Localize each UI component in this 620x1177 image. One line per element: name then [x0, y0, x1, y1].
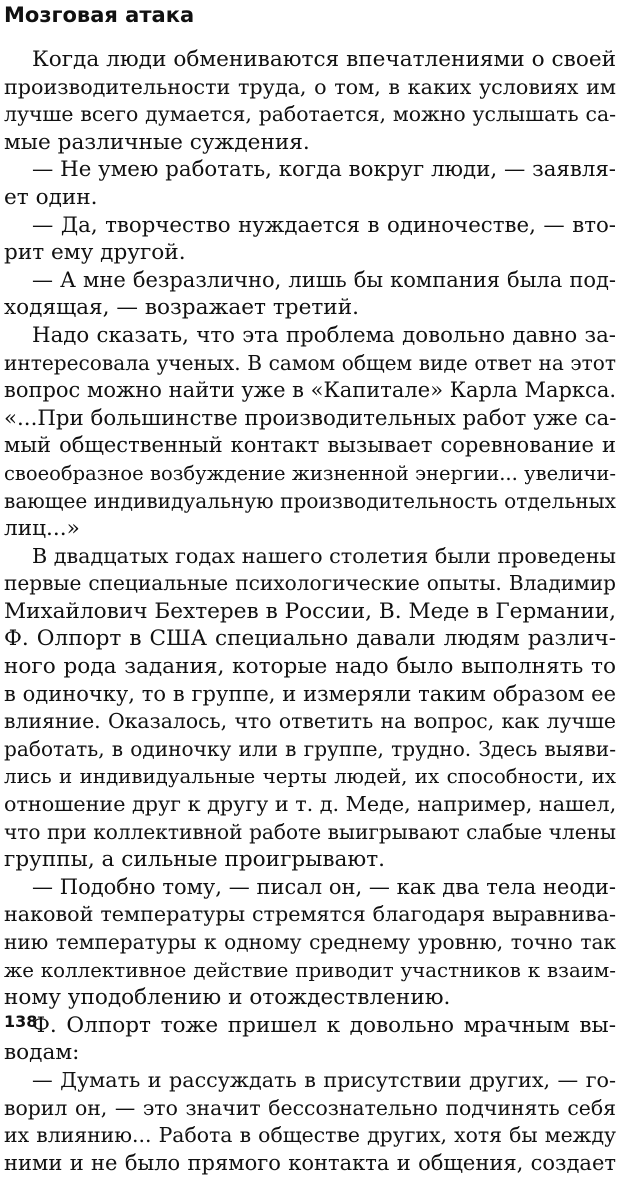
text-line: отношение друг к другу и т. д. Меде, например, нашел, — [4, 792, 616, 817]
text-line: первые специальные психологические опыты. Владимир — [4, 571, 616, 596]
text-line: в одиночку, то в группе, и измеряли таким образом ее — [4, 681, 616, 706]
text-line: наковой температуры стремятся благодаря выравнива- — [4, 902, 616, 927]
text-line: Надо сказать, что эта проблема довольно давно за- — [32, 322, 616, 348]
body-text — [4, 46, 616, 1177]
text-line: мый общественный контакт вызывает соревнование и — [4, 433, 616, 458]
text-line: Михайлович Бехтерев в России, В. Меде в Германии, — [4, 598, 616, 624]
text-line: производительности труда, о том, в каких условиях им — [4, 74, 616, 99]
text-line: — Думать и рассуждать в присутствии других, — го- — [32, 1067, 616, 1092]
text-line: Ф. Олпорт в США специально давали людям различ- — [4, 626, 616, 652]
text-line: интересовала ученых. В самом общем виде ответ на этот — [4, 350, 616, 375]
text-line: ному уподоблению и отождествлению. — [4, 985, 451, 1011]
text-line: же коллективное действие приводит участников к взаим- — [4, 958, 616, 982]
text-line: работать, в одиночку или в группе, трудно. Здесь выяви- — [4, 736, 616, 761]
text-line: — А мне безразлично, лишь бы компания была под- — [32, 267, 616, 292]
text-line: своеобразное возбуждение жизненной энергии... увеличи- — [4, 461, 616, 485]
text-line: мые различные суждения. — [4, 129, 310, 155]
text-line: «...При большинстве производительных работ уже са- — [4, 405, 616, 431]
text-line: — Не умею работать, когда вокруг люди, — заявля- — [32, 157, 616, 183]
text-line: их влиянию... Работа в обществе других, хотя бы между — [4, 1123, 616, 1148]
text-line: лучше всего думается, работается, можно услышать са- — [4, 102, 616, 127]
text-line: Ф. Олпорт тоже пришел к довольно мрачным вы- — [32, 1012, 616, 1038]
text-line: лиц...» — [4, 516, 80, 542]
text-line: влияние. Оказалось, что ответить на вопрос, как лучше — [4, 709, 616, 734]
text-line: рит ему другой. — [4, 240, 186, 266]
text-line: группы, а сильные проигрывают. — [4, 847, 386, 873]
text-line: ет один. — [4, 184, 98, 210]
text-line: ними и не было прямого контакта и общения, создает — [4, 1150, 616, 1175]
text-line: ного рода задания, которые надо было выполнять то — [4, 654, 616, 680]
text-line: — Подобно тому, — писал он, — как два тела неоди- — [32, 874, 616, 899]
text-line: нию температуры к одному среднему уровню, точно так — [4, 930, 616, 954]
text-line: вопрос можно найти уже в «Капитале» Карла Маркса. — [4, 378, 616, 403]
text-line: что при коллективной работе выигрывают слабые члены — [4, 819, 616, 844]
text-line: лись и индивидуальные черты людей, их способности, их — [4, 765, 616, 789]
page-number: 138 — [4, 1012, 38, 1031]
text-line: водам: — [4, 1040, 80, 1066]
text-line: Когда люди обмениваются впечатлениями о своей — [32, 47, 616, 72]
section-title: Мозговая атака — [4, 3, 195, 27]
text-line: ворил он, — это значит бессознательно подчинять себя — [4, 1095, 616, 1120]
text-line: вающее индивидуальную производительность отдельных — [4, 488, 616, 513]
text-line: — Да, творчество нуждается в одиночестве, — вто- — [32, 212, 616, 238]
text-line: ходящая, — возражает третий. — [4, 295, 359, 321]
text-line: В двадцатых годах нашего столетия были проведены — [32, 543, 616, 568]
